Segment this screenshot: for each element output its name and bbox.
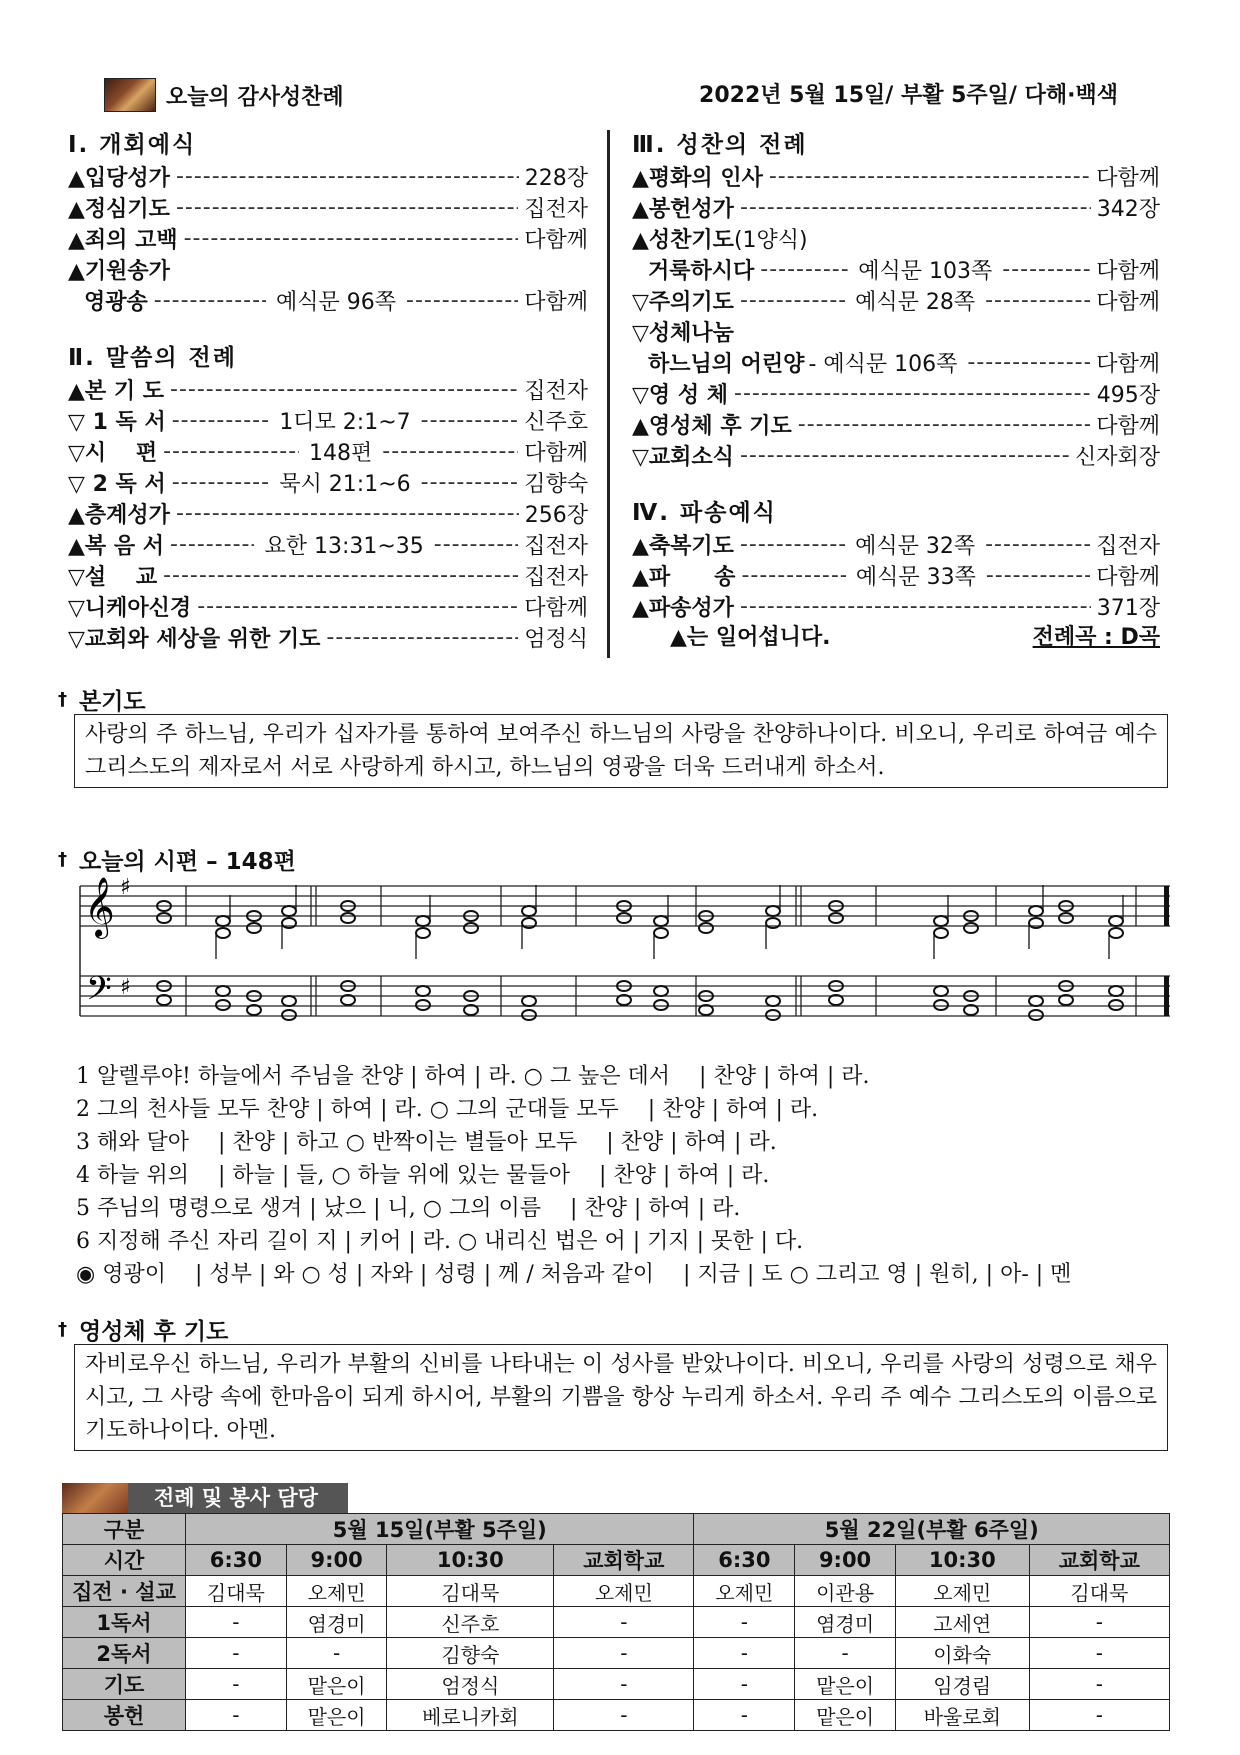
order-label: ▲봉헌성가 (632, 197, 734, 222)
post-communion-text: 자비로우신 하느님, 우리가 부활의 신비를 나타내는 이 성사를 받았나이다. 비오니, 우리를 사랑의 성령으로 채우시고, 그 사랑 속에 한마음이 되게 하시어, 부활의 기쁨을 항상 누리게 하소서. 우리 주 예수 그리스도의 이름으로 기도하나이다. 아멘. (74, 1344, 1168, 1451)
order-label: ▽교회소식 (632, 445, 734, 470)
order-label: ▲층계성가 (68, 503, 170, 528)
time-header: 6:30 (186, 1545, 287, 1576)
psalm-verse: 1 알렐루야! 하늘에서 주님을 찬양 | 하여 | 라. ○ 그 높은 데서 | 찬양 | 하여 | 라. (76, 1064, 870, 1089)
final-barline (1164, 886, 1169, 926)
table-cell: 김대묵 (186, 1576, 287, 1607)
psalm-verse: 3 해와 달아 | 찬양 | 하고 ○ 반짝이는 별들아 모두 | 찬양 | 하여 | 라. (76, 1130, 777, 1155)
collect-text: 사랑의 주 하느님, 우리가 십자가를 통하여 보여주신 하느님의 사랑을 찬양하나이다. 비오니, 우리로 하여금 예수 그리스도의 제자로서 서로 사랑하게 하시고, 하느님의 영광을 더욱 드러내게 하소서. (74, 714, 1168, 788)
order-value: 김향숙 (524, 472, 589, 497)
note-head (699, 923, 713, 933)
note-head (964, 923, 978, 933)
note-head (216, 986, 230, 996)
order-detail: 148편 (309, 441, 373, 466)
table-header: 구분 (63, 1514, 186, 1545)
order-label: ▽ 1 독 서 (68, 410, 166, 435)
order-detail: 요한 13:31~35 (264, 534, 424, 559)
table-cell: - (1029, 1700, 1169, 1731)
note-head (934, 916, 948, 926)
order-row (632, 440, 1160, 471)
table-cell: - (1029, 1669, 1169, 1700)
column-divider (607, 130, 610, 658)
order-row (68, 161, 588, 192)
order-value: 집전자 (524, 197, 588, 222)
table-cell: 맡은이 (795, 1669, 896, 1700)
row-header: 집전 · 설교 (63, 1576, 186, 1607)
table-cell: 오제민 (286, 1576, 387, 1607)
note-head (654, 928, 668, 938)
table-cell: - (694, 1607, 795, 1638)
order-row (632, 192, 1160, 223)
table-cell: 오제민 (895, 1576, 1029, 1607)
note-head (416, 986, 430, 996)
table-cell: - (186, 1607, 287, 1638)
order-value: 다함께 (1096, 166, 1160, 191)
table-cell: - (554, 1700, 694, 1731)
order-row (68, 405, 588, 436)
row-header: 기도 (63, 1669, 186, 1700)
order-row: 하느님의 어린양 - 예식문 106쪽 ----- 다함께 (632, 347, 1160, 378)
order-label: ▲축복기도 (632, 534, 734, 559)
note-head (1109, 1000, 1123, 1010)
note-head (216, 928, 230, 938)
table-cell: - (186, 1700, 287, 1731)
order-label: ▲죄의 고백 (68, 228, 178, 253)
table-cell: 신주호 (387, 1607, 554, 1638)
order-label: ▲파송성가 (632, 596, 734, 621)
table-header: 5월 15일(부활 5주일) (186, 1514, 694, 1545)
duty-title: 전례 및 봉사 담당 (128, 1483, 348, 1513)
order-value: 집전자 (524, 379, 588, 404)
order-detail: 1디모 2:1~7 (279, 410, 411, 435)
psalm-chant-score (76, 868, 1172, 1048)
section-title: Ⅰ. 개회예식 (68, 132, 197, 158)
sharp-icon: ♯ (120, 875, 131, 900)
order-value: 다함께 (524, 596, 588, 621)
order-detail: 묵시 21:1~6 (279, 472, 411, 497)
order-label: ▽니케아신경 (68, 596, 192, 621)
order-row: ▲성찬기도 (1양식) (632, 228, 808, 253)
note-head (1029, 1010, 1043, 1020)
table-cell: - (186, 1638, 287, 1669)
table-cell: 김대묵 (387, 1576, 554, 1607)
order-label: ▲본 기 도 (68, 379, 164, 404)
table-cell: 베로니카회 (387, 1700, 554, 1731)
order-value: 다함께 (524, 441, 589, 466)
time-header: 6:30 (694, 1545, 795, 1576)
order-row: ▽성체나눔 (632, 321, 734, 346)
altar-photo-icon (62, 1483, 128, 1513)
note-head (766, 906, 780, 916)
psalm-title: † 오늘의 시편 – 148편 (58, 849, 296, 875)
bass-clef-icon: 𝄢 (86, 970, 112, 1016)
note-head (522, 906, 536, 916)
order-value: 집전자 (1096, 534, 1161, 559)
order-row (68, 436, 588, 467)
table-cell: 임경림 (895, 1669, 1029, 1700)
note-head (282, 996, 296, 1006)
table-row (63, 1638, 1170, 1669)
liturgy-title: 오늘의 감사성찬례 (166, 84, 344, 110)
note-head (654, 986, 668, 996)
order-row: ▽주의기도 ----- 예식문 28쪽 ----- 다함께 (632, 285, 1160, 316)
order-value: 다함께 (1096, 414, 1160, 439)
table-cell: - (694, 1669, 795, 1700)
note-head (282, 906, 296, 916)
note-head (766, 1010, 780, 1020)
date-info: 2022년 5월 15일/ 부활 5주일/ 다해·백색 (699, 83, 1118, 108)
note-head (216, 1000, 230, 1010)
order-label: ▽시 편 (68, 441, 158, 466)
note-head (617, 913, 631, 923)
table-header: 5월 22일(부활 6주일) (694, 1514, 1170, 1545)
order-label: ▽영 성 체 (632, 383, 728, 408)
order-value: 495장 (1096, 383, 1160, 408)
section-title: Ⅱ. 말씀의 전례 (68, 345, 237, 371)
table-cell: 맡은이 (286, 1700, 387, 1731)
row-header: 봉헌 (63, 1700, 186, 1731)
table-cell: 엄정식 (387, 1669, 554, 1700)
note-head (654, 916, 668, 926)
note-head (1029, 996, 1043, 1006)
time-header: 10:30 (895, 1545, 1029, 1576)
church-photo-icon (104, 78, 156, 112)
order-value: 집전자 (524, 565, 588, 590)
table-cell: - (795, 1638, 896, 1669)
table-cell: 염경미 (286, 1607, 387, 1638)
note-head (247, 923, 261, 933)
section-title: Ⅲ. 성찬의 전례 (632, 132, 808, 158)
order-row (632, 378, 1160, 409)
order-row (632, 560, 1160, 591)
note-head (766, 996, 780, 1006)
order-left-column (68, 130, 588, 653)
time-header: 9:00 (286, 1545, 387, 1576)
duty-tab (62, 1483, 348, 1513)
order-value: 다함께 (524, 228, 588, 253)
post-communion-title: † 영성체 후 기도 (58, 1319, 229, 1345)
table-cell: 이관용 (795, 1576, 896, 1607)
order-row: ▲기원송가 (68, 259, 170, 284)
order-value: 228장 (524, 166, 588, 191)
psalm-verse: ◉ 영광이 | 성부 | 와 ○ 성 | 자와 | 성령 | 께 / 처음과 같이 | 지금 | 도 ○ 그리고 영 | 원히, | 아- | 멘 (76, 1262, 1072, 1287)
psalm-verse: 4 하늘 위의 | 하늘 | 들, ○ 하늘 위에 있는 물들아 | 찬양 | 하여 | 라. (76, 1163, 770, 1188)
order-row (68, 223, 588, 254)
table-cell: - (1029, 1638, 1169, 1669)
duty-table (62, 1513, 1170, 1731)
note-head (654, 1000, 668, 1010)
order-right-column (632, 130, 1160, 653)
table-cell: - (554, 1638, 694, 1669)
note-head (934, 928, 948, 938)
row-header: 2독서 (63, 1638, 186, 1669)
order-row (68, 591, 588, 622)
order-value: 신자회장 (1074, 445, 1160, 470)
order-value: 집전자 (524, 534, 588, 559)
psalm-verses (76, 1060, 1156, 1291)
order-value: 신주호 (524, 410, 589, 435)
section-title: Ⅳ. 파송예식 (632, 500, 777, 526)
table-cell: 이화숙 (895, 1638, 1029, 1669)
table-cell: 오제민 (694, 1576, 795, 1607)
note-head (522, 1010, 536, 1020)
note-head (522, 996, 536, 1006)
table-row (63, 1576, 1170, 1607)
note-head (282, 1010, 296, 1020)
note-head (934, 986, 948, 996)
table-cell: - (554, 1669, 694, 1700)
table-cell: 맡은이 (795, 1700, 896, 1731)
psalm-verse: 2 그의 천사들 모두 찬양 | 하여 | 라. ○ 그의 군대들 모두 | 찬양 | 하여 | 라. (76, 1097, 819, 1122)
order-row (68, 622, 588, 653)
table-cell: 김향숙 (387, 1638, 554, 1669)
time-header: 9:00 (795, 1545, 896, 1576)
note-head (341, 913, 355, 923)
order-row (632, 409, 1160, 440)
table-cell: - (694, 1700, 795, 1731)
footnote-row (632, 622, 1160, 653)
order-detail: 예식문 33쪽 (855, 565, 976, 590)
order-row (68, 374, 588, 405)
order-label: ▲복 음 서 (68, 534, 164, 559)
order-row (68, 192, 588, 223)
order-label: ▲파 송 (632, 565, 736, 590)
time-header: 교회학교 (554, 1545, 694, 1576)
treble-clef-icon: 𝄞 (84, 877, 115, 937)
order-row (68, 467, 588, 498)
order-label: ▲영성체 후 기도 (632, 414, 792, 439)
order-row (632, 529, 1160, 560)
time-header: 교회학교 (1029, 1545, 1169, 1576)
order-label: ▽교회와 세상을 위한 기도 (68, 627, 321, 652)
table-cell: - (186, 1669, 287, 1700)
order-value: 엄정식 (524, 627, 588, 652)
note-head (416, 916, 430, 926)
stand-note: ▲는 일어섭니다. (670, 625, 831, 650)
order-row: 거룩하시다 ----- 예식문 103쪽 ----- 다함께 (632, 254, 1160, 285)
note-head (1059, 913, 1073, 923)
table-cell: - (694, 1638, 795, 1669)
table-row (63, 1700, 1170, 1731)
note-head (1109, 986, 1123, 996)
note-head (157, 913, 171, 923)
order-row: 영광송 ----- 예식문 96쪽 ----- 다함께 (68, 285, 588, 316)
table-cell: 김대묵 (1029, 1576, 1169, 1607)
order-value: 371장 (1096, 596, 1160, 621)
table-row (63, 1669, 1170, 1700)
header-left (104, 78, 344, 112)
note-head (416, 928, 430, 938)
order-value: 256장 (524, 503, 588, 528)
collect-title: † 본기도 (58, 689, 146, 715)
note-head (1109, 928, 1123, 938)
psalm-verse: 5 주님의 명령으로 생겨 | 났으 | 니, ○ 그의 이름 | 찬양 | 하여 | 라. (76, 1196, 741, 1221)
sharp-icon: ♯ (120, 975, 131, 1000)
note-head (1109, 916, 1123, 926)
table-header: 시간 (63, 1545, 186, 1576)
table-cell: 고세연 (895, 1607, 1029, 1638)
table-cell: - (1029, 1607, 1169, 1638)
table-cell: - (554, 1607, 694, 1638)
order-row (632, 161, 1160, 192)
row-header: 1독서 (63, 1607, 186, 1638)
table-cell: - (286, 1638, 387, 1669)
cross-icon: † (58, 689, 67, 710)
order-row (68, 498, 588, 529)
table-row (63, 1607, 1170, 1638)
order-label: ▽ 2 독 서 (68, 472, 166, 497)
table-cell: 바울로회 (895, 1700, 1029, 1731)
note-head (464, 923, 478, 933)
time-header: 10:30 (387, 1545, 554, 1576)
order-label: ▲평화의 인사 (632, 166, 763, 191)
order-label: ▲입당성가 (68, 166, 170, 191)
psalm-verse: 6 지정해 주신 자리 길이 지 | 키어 | 라. ○ 내리신 법은 어 | 기지 | 못한 | 다. (76, 1229, 804, 1254)
note-head (1029, 906, 1043, 916)
order-value: 다함께 (1096, 565, 1161, 590)
cross-icon: † (58, 849, 67, 870)
note-head (416, 1000, 430, 1010)
order-row (68, 560, 588, 591)
order-value: 342장 (1096, 197, 1160, 222)
note-head (829, 913, 843, 923)
note-head (934, 1000, 948, 1010)
final-barline (1164, 976, 1169, 1016)
order-row (632, 591, 1160, 622)
order-row (68, 529, 588, 560)
order-label: ▲정심기도 (68, 197, 170, 222)
table-cell: 염경미 (795, 1607, 896, 1638)
cross-icon: † (58, 1319, 67, 1340)
setting-note: 전례곡 : D곡 (1032, 625, 1160, 650)
table-cell: 오제민 (554, 1576, 694, 1607)
note-head (216, 916, 230, 926)
order-label: ▽설 교 (68, 565, 158, 590)
order-detail: 예식문 32쪽 (855, 534, 976, 559)
table-cell: 맡은이 (286, 1669, 387, 1700)
